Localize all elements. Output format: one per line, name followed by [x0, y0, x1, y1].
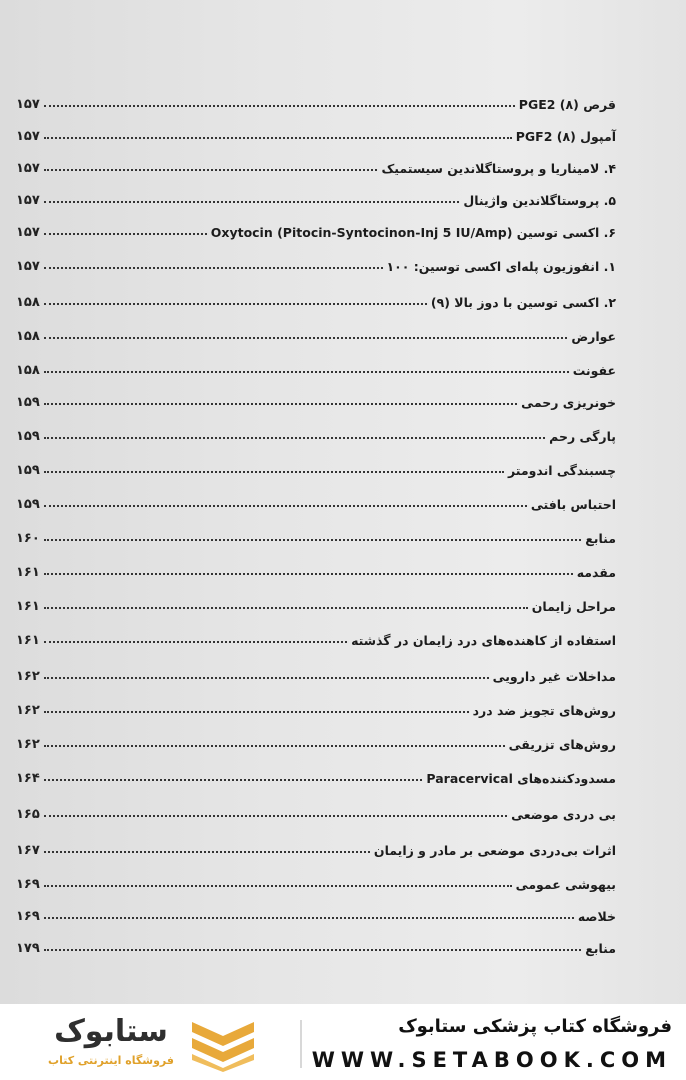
toc-page-number: ۱۵۸ — [16, 295, 40, 310]
toc-page-number: ۱۵۹ — [16, 497, 40, 512]
toc-leader-dots — [44, 169, 377, 171]
toc-row — [16, 936, 616, 956]
toc-page-number: ۱۶۵ — [16, 807, 40, 822]
toc-leader-dots — [44, 573, 573, 575]
toc-page-number: ۱۶۹ — [16, 877, 40, 892]
toc-page-number: ۱۵۹ — [16, 395, 40, 410]
toc-row — [16, 324, 616, 344]
toc-row — [16, 358, 616, 378]
shop-name: فروشگاه کتاب پزشکی ستابوک — [398, 1016, 672, 1037]
logo-text: ستابوک — [54, 1014, 168, 1049]
toc-entry-title: قرص PGE2 (۸) — [518, 97, 616, 112]
toc-row — [16, 560, 616, 580]
toc-leader-dots — [44, 437, 545, 439]
toc-page-number: ۱۷۹ — [16, 941, 40, 956]
toc-leader-dots — [44, 471, 504, 473]
toc-entry-title: ۴. لامیناریا و پروستاگلاندین سیستمیک — [381, 161, 616, 176]
toc-entry-title: پارگی رحم — [549, 429, 616, 444]
toc-entry-title: مراحل زایمان — [531, 599, 616, 614]
toc-page-number: ۱۵۹ — [16, 429, 40, 444]
toc-entry-title: ۵. پروستاگلاندین واژینال — [463, 193, 616, 208]
toc-row — [16, 766, 616, 786]
toc-page-number: ۱۵۷ — [16, 193, 40, 208]
toc-row — [16, 290, 616, 310]
toc-leader-dots — [44, 949, 581, 951]
shop-url[interactable]: WWW.SETABOOK.COM — [311, 1048, 672, 1072]
toc-leader-dots — [44, 233, 207, 235]
toc-page-number: ۱۶۱ — [16, 599, 40, 614]
toc-page-number: ۱۶۲ — [16, 669, 40, 684]
toc-row — [16, 904, 616, 924]
toc-page-number: ۱۵۷ — [16, 129, 40, 144]
toc-page-number: ۱۵۷ — [16, 97, 40, 112]
toc-row — [16, 802, 616, 822]
toc-entry-title: منابع — [585, 941, 616, 956]
toc-row — [16, 124, 616, 144]
toc-page-number: ۱۶۱ — [16, 633, 40, 648]
toc-row — [16, 732, 616, 752]
toc-leader-dots — [44, 303, 427, 305]
toc-leader-dots — [44, 403, 517, 405]
toc-leader-dots — [44, 917, 574, 919]
toc-row — [16, 220, 616, 240]
toc-page-number: ۱۵۸ — [16, 363, 40, 378]
toc-page-number: ۱۵۹ — [16, 463, 40, 478]
toc-entry-title: مداخلات غیر دارویی — [492, 669, 616, 684]
toc-leader-dots — [44, 885, 512, 887]
toc-entry-title: ۶. اکسی توسین (Oxytocin (Pitocin-Syntocinon-Inj 5 IU/Amp — [210, 225, 616, 240]
toc-page-number: ۱۶۴ — [16, 771, 40, 786]
toc-row — [16, 156, 616, 176]
toc-entry-title: بیهوشی عمومی — [515, 877, 616, 892]
toc-page-number: ۱۶۱ — [16, 565, 40, 580]
toc-row — [16, 458, 616, 478]
footer-banner — [0, 1004, 686, 1080]
toc-row — [16, 872, 616, 892]
logo-subtitle: فروشگاه اینترنتی کتاب — [48, 1054, 174, 1067]
toc-entry-title: مسدودکننده‌های Paracervical — [426, 771, 616, 786]
toc-page-number: ۱۵۸ — [16, 329, 40, 344]
toc-leader-dots — [44, 105, 515, 107]
toc-page-number: ۱۶۰ — [16, 531, 40, 546]
toc-leader-dots — [44, 779, 422, 781]
toc-row — [16, 254, 616, 274]
toc-leader-dots — [44, 137, 512, 139]
toc-leader-dots — [44, 337, 567, 339]
toc-leader-dots — [44, 371, 569, 373]
toc-entry-title: روش‌های تزریقی — [508, 737, 616, 752]
toc-row — [16, 92, 616, 112]
toc-entry-title: خونریزی رحمی — [521, 395, 616, 410]
toc-leader-dots — [44, 267, 383, 269]
toc-entry-title: روش‌های تجویز ضد درد — [472, 703, 616, 718]
toc-leader-dots — [44, 607, 528, 609]
toc-leader-dots — [44, 539, 581, 541]
toc-row — [16, 628, 616, 648]
toc-entry-title: منابع — [585, 531, 616, 546]
toc-row — [16, 526, 616, 546]
toc-entry-title: اثرات بی‌دردی موضعی بر مادر و زایمان — [373, 843, 616, 858]
footer-divider — [300, 1020, 302, 1068]
toc-leader-dots — [44, 201, 459, 203]
toc-row — [16, 492, 616, 512]
toc-page-number: ۱۶۷ — [16, 843, 40, 858]
book-stack-icon — [188, 1016, 258, 1072]
toc-entry-title: آمپول PGF2 (۸) — [515, 129, 616, 144]
toc-leader-dots — [44, 711, 469, 713]
toc-leader-dots — [44, 815, 507, 817]
toc-row — [16, 664, 616, 684]
toc-page-number: ۱۶۹ — [16, 909, 40, 924]
toc-entry-title: مقدمه — [576, 565, 616, 580]
toc-page-number: ۱۵۷ — [16, 259, 40, 274]
toc-entry-title: خلاصه — [577, 909, 616, 924]
toc-page-number: ۱۶۲ — [16, 703, 40, 718]
toc-leader-dots — [44, 851, 370, 853]
toc-entry-title: ۱. انفوزیون پله‌ای اکسی توسین: ۱۰۰ — [386, 259, 616, 274]
toc-entry-title: استفاده از کاهنده‌های درد زایمان در گذشته — [351, 633, 616, 648]
toc-page-number: ۱۵۷ — [16, 161, 40, 176]
toc-row — [16, 838, 616, 858]
toc-page-number: ۱۶۲ — [16, 737, 40, 752]
toc-page-number: ۱۵۷ — [16, 225, 40, 240]
toc-row — [16, 390, 616, 410]
toc-row — [16, 698, 616, 718]
toc-entry-title: ۲. اکسی توسین با دوز بالا (۹) — [430, 295, 616, 310]
toc-entry-title: احتباس بافتی — [530, 497, 616, 512]
toc-row — [16, 188, 616, 208]
toc-entry-title: چسبندگی اندومتر — [507, 463, 616, 478]
toc-row — [16, 594, 616, 614]
toc-entry-title: بی دردی موضعی — [511, 807, 616, 822]
toc-row — [16, 424, 616, 444]
toc-leader-dots — [44, 505, 527, 507]
toc-entry-title: عفونت — [572, 363, 616, 378]
toc-leader-dots — [44, 745, 505, 747]
toc-leader-dots — [44, 677, 489, 679]
toc-leader-dots — [44, 641, 347, 643]
toc-entry-title: عوارض — [571, 329, 616, 344]
